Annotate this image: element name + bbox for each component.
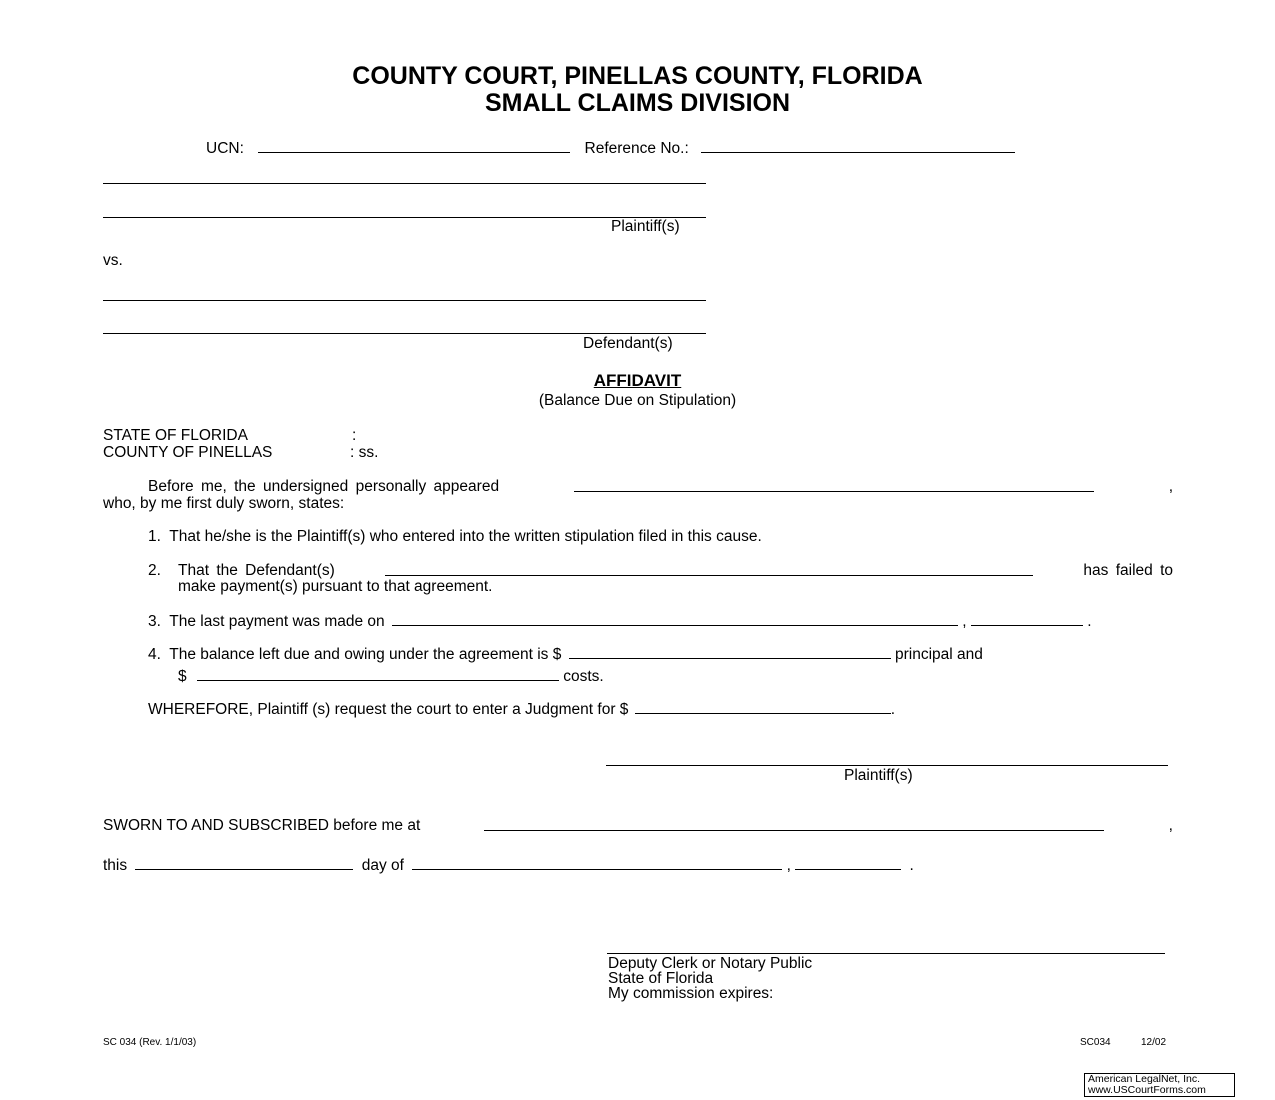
last-payment-year-field[interactable] (971, 612, 1083, 626)
item-number: 4. (148, 646, 161, 663)
item-text: That he/she is the Plaintiff(s) who entered into the written stipulation filed in this cause. (169, 528, 762, 545)
this-day-row (103, 856, 914, 875)
reference-label: Reference No.: (584, 140, 689, 157)
division-title: SMALL CLAIMS DIVISION (484, 89, 791, 117)
notary-commission: My commission expires: (608, 985, 774, 1002)
reference-field[interactable] (701, 139, 1015, 153)
day-field[interactable] (135, 856, 353, 870)
defendant-name-field-1[interactable] (103, 300, 706, 301)
item-number: 1. (148, 528, 161, 545)
intro-text: Before me, the undersigned personally appeared (148, 478, 500, 495)
county-label: COUNTY OF PINELLAS (103, 444, 273, 461)
period: . (1087, 613, 1092, 630)
state-label: STATE OF FLORIDA (103, 427, 248, 444)
last-payment-date-field[interactable] (392, 612, 958, 626)
plaintiff-signature-field[interactable] (606, 765, 1168, 766)
sworn-text: SWORN TO AND SUBSCRIBED before me at (103, 817, 421, 834)
ucn-label: UCN: (206, 140, 244, 157)
publisher-url: www.USCourtForms.com (1088, 1084, 1206, 1096)
item-2-number: 2. (148, 562, 161, 579)
item-number: 3. (148, 613, 161, 630)
signature-label: Plaintiff(s) (844, 767, 913, 784)
comma: , (1168, 817, 1173, 834)
comma: , (786, 857, 791, 874)
item-4-line2 (178, 667, 604, 686)
principal-amount-field[interactable] (569, 645, 891, 659)
item-text: That the Defendant(s) (178, 562, 335, 579)
state-colon: : (352, 427, 357, 444)
vs-label: vs. (103, 252, 123, 269)
item-text: has failed to (1083, 562, 1173, 579)
defendant-label: Defendant(s) (583, 335, 673, 352)
day-of-text: day of (361, 857, 404, 874)
month-field[interactable] (412, 856, 782, 870)
notary-state: State of Florida (608, 970, 714, 987)
form-code: SC034 (1080, 1037, 1111, 1048)
defendant-field[interactable] (385, 562, 1033, 576)
item-1 (148, 528, 762, 546)
plaintiff-name-field-1[interactable] (103, 183, 706, 184)
affidavit-subtitle: (Balance Due on Stipulation) (538, 392, 737, 409)
defendant-name-field-2[interactable] (103, 333, 706, 334)
intro-comma: , (1168, 478, 1173, 495)
intro-row (148, 478, 1173, 496)
form-number: SC 034 (Rev. 1/1/03) (103, 1037, 197, 1048)
comma: , (962, 613, 967, 630)
affiant-name-field[interactable] (574, 478, 1094, 492)
ucn-field[interactable] (258, 139, 570, 153)
county-ss: : ss. (350, 444, 379, 461)
plaintiff-label: Plaintiff(s) (611, 218, 680, 235)
court-title: COUNTY COURT, PINELLAS COUNTY, FLORIDA (352, 62, 923, 90)
sworn-location-field[interactable] (484, 817, 1104, 831)
year-field[interactable] (795, 856, 901, 870)
wherefore-row (148, 700, 895, 719)
item-3 (148, 612, 1092, 631)
publisher-name: American LegalNet, Inc. (1088, 1073, 1201, 1085)
item-4 (148, 645, 983, 664)
notary-title: Deputy Clerk or Notary Public (608, 955, 813, 972)
costs-amount-field[interactable] (197, 667, 559, 681)
item-text: The last payment was made on (169, 613, 385, 630)
notary-signature-field[interactable] (607, 953, 1165, 954)
item-text: principal and (894, 646, 983, 663)
judgment-amount-field[interactable] (635, 700, 891, 714)
form-date: 12/02 (1141, 1037, 1167, 1048)
ucn-row (206, 139, 1015, 158)
this-text: this (103, 857, 128, 874)
item-text: The balance left due and owing under the agreement is $ (169, 646, 562, 663)
item-text: costs. (563, 668, 604, 685)
item-2-line2: make payment(s) pursuant to that agreement. (178, 578, 493, 595)
dollar-sign: $ (178, 668, 187, 685)
period: . (909, 857, 914, 874)
publisher-stamp (1084, 1073, 1235, 1097)
wherefore-text: WHEREFORE, Plaintiff (s) request the court to enter a Judgment for $ (148, 701, 629, 718)
intro-line2: who, by me first duly sworn, states: (103, 495, 345, 512)
affidavit-title: AFFIDAVIT (593, 371, 682, 390)
sworn-row (103, 817, 1173, 835)
period: . (890, 701, 896, 718)
